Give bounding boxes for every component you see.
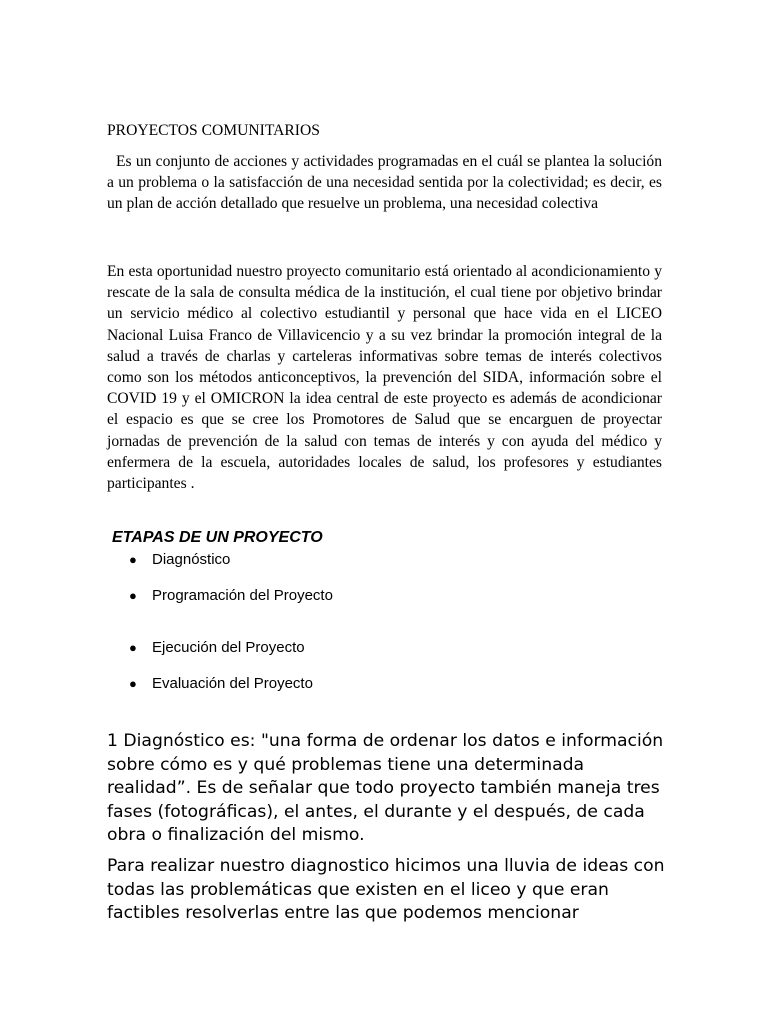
- definition-paragraph: Es un conjunto de acciones y actividades programadas en el cuál se plantea la solución a un problema o la satisfacción de una necesidad sentida por la colectividad; es decir, es un plan de acción detallado que resuelve un problema, una necesidad colectiva: [107, 153, 662, 213]
- document-title: PROYECTOS COMUNITARIOS: [107, 122, 320, 139]
- stage-label: Evaluación del Proyecto: [152, 675, 313, 692]
- bullet-icon: ●: [129, 640, 137, 655]
- bullet-icon: ●: [129, 676, 137, 691]
- brainstorm-paragraph: Para realizar nuestro diagnostico hicimos una lluvia de ideas con todas las problemáticas que existen en el liceo y que eran factibles resolverlas entre las que podemos mencionar: [107, 856, 665, 923]
- project-description-paragraph: En esta oportunidad nuestro proyecto comunitario está orientado al acondicionamiento y rescate de la sala de consulta médica de la institución, el cual tiene por objetivo brindar un servicio médico al colectivo estudiantil y personal que hace vida en el LICEO Nacional Luisa Franco de Villavicencio y a su vez brindar la promoción integral de la salud a través de charlas y carteleras informativas sobre temas de interés colectivos como son los métodos anticonceptivos, la prevención del SIDA, información sobre el COVID 19 y el OMICRON la idea central de este proyecto es además de acondicionar el espacio es que se cree los Promotores de Salud que se encarguen de proyectar jornadas de prevención de la salud con temas de interés y con ayuda del médico y enfermera de la escuela, autoridades locales de salud, los profesores y estudiantes participantes .: [107, 263, 662, 493]
- stage-label: Diagnóstico: [152, 551, 231, 568]
- stage-label: Ejecución del Proyecto: [152, 639, 305, 656]
- diagnostic-paragraph: 1 Diagnóstico es: "una forma de ordenar los datos e información sobre cómo es y qué problemas tiene una determinada realidad”. Es de señalar que todo proyecto también maneja tres fases (fotográficas), el antes, el durante y el después, de cada obra o finalización del mismo.: [107, 731, 664, 845]
- stage-label: Programación del Proyecto: [152, 587, 333, 604]
- bullet-icon: ●: [129, 588, 137, 603]
- stages-heading: ETAPAS DE UN PROYECTO: [112, 529, 323, 546]
- bullet-icon: ●: [129, 552, 137, 567]
